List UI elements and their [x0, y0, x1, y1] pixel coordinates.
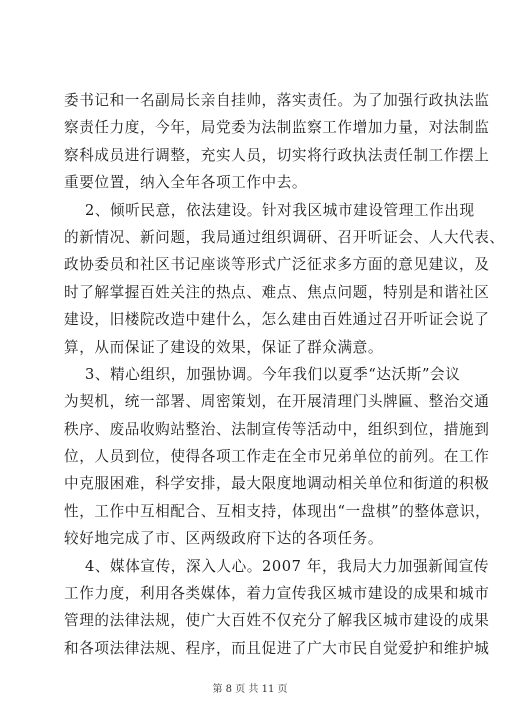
text-line: 建设，旧楼院改造中建什么，怎么建由百姓通过召开听证会说了	[64, 311, 490, 329]
paragraph-3	[64, 361, 491, 553]
paragraph-2	[64, 197, 505, 361]
text-line: 中克服困难，科学安排，最大限度地调动相关单位和街道的积极	[64, 475, 490, 493]
paragraph-1	[64, 87, 490, 197]
text-line: 工作力度，利用各类媒体，着力宣传我区城市建设的成果和城市	[64, 585, 490, 603]
body-text	[64, 87, 505, 662]
text-line: 政协委员和社区书记座谈等形式广泛征求多方面的意见建议，及	[64, 256, 490, 274]
text-line: 时了解掌握百姓关注的热点、难点、焦点问题，特别是和谐社区	[64, 283, 490, 301]
text-line: 察科成员进行调整，充实人员，切实将行政执法责任制工作摆上	[64, 146, 490, 164]
text-line: 为契机，统一部署、周密策划，在开展清理门头牌匾、整治交通	[64, 393, 490, 411]
text-line: 性，工作中互相配合、互相支持，体现出“一盘棋”的整体意识，	[64, 502, 491, 520]
text-line: 的新情况、新问题，我局通过组织调研、召开听证会、人大代表、	[64, 228, 505, 246]
text-line: 和各项法律法规、程序，而且促进了广大市民自觉爱护和维护城	[64, 639, 490, 657]
text-line: 委书记和一名副局长亲自挂帅，落实责任。为了加强行政执法监	[64, 92, 490, 109]
text-line: 2、倾听民意，依法建设。针对我区城市建设管理工作出现	[64, 201, 475, 219]
text-line: 察责任力度，今年，局党委为法制监察工作增加力量，对法制监	[64, 119, 490, 137]
text-line: 3、精心组织，加强协调。今年我们以夏季“达沃斯”会议	[64, 365, 461, 383]
text-line: 较好地完成了市、区两级政府下达的各项任务。	[64, 530, 384, 548]
text-line: 4、媒体宣传，深入人心。2007 年，我局大力加强新闻宣传	[64, 557, 490, 575]
text-line: 位，人员到位，使得各项工作走在全市兄弟单位的前列。在工作	[64, 448, 490, 466]
text-line: 重要位置，纳入全年各项工作中去。	[64, 174, 308, 192]
paragraph-4	[64, 553, 490, 663]
text-line: 算，从而保证了建设的效果，保证了群众满意。	[64, 338, 384, 356]
text-line: 管理的法律法规，使广大百姓不仅充分了解我区城市建设的成果	[64, 612, 490, 630]
page-number-footer: 第 8 页 共 11 页	[212, 684, 288, 695]
text-line: 秩序、废品收购站整治、法制宣传等活动中，组织到位，措施到	[64, 420, 490, 438]
